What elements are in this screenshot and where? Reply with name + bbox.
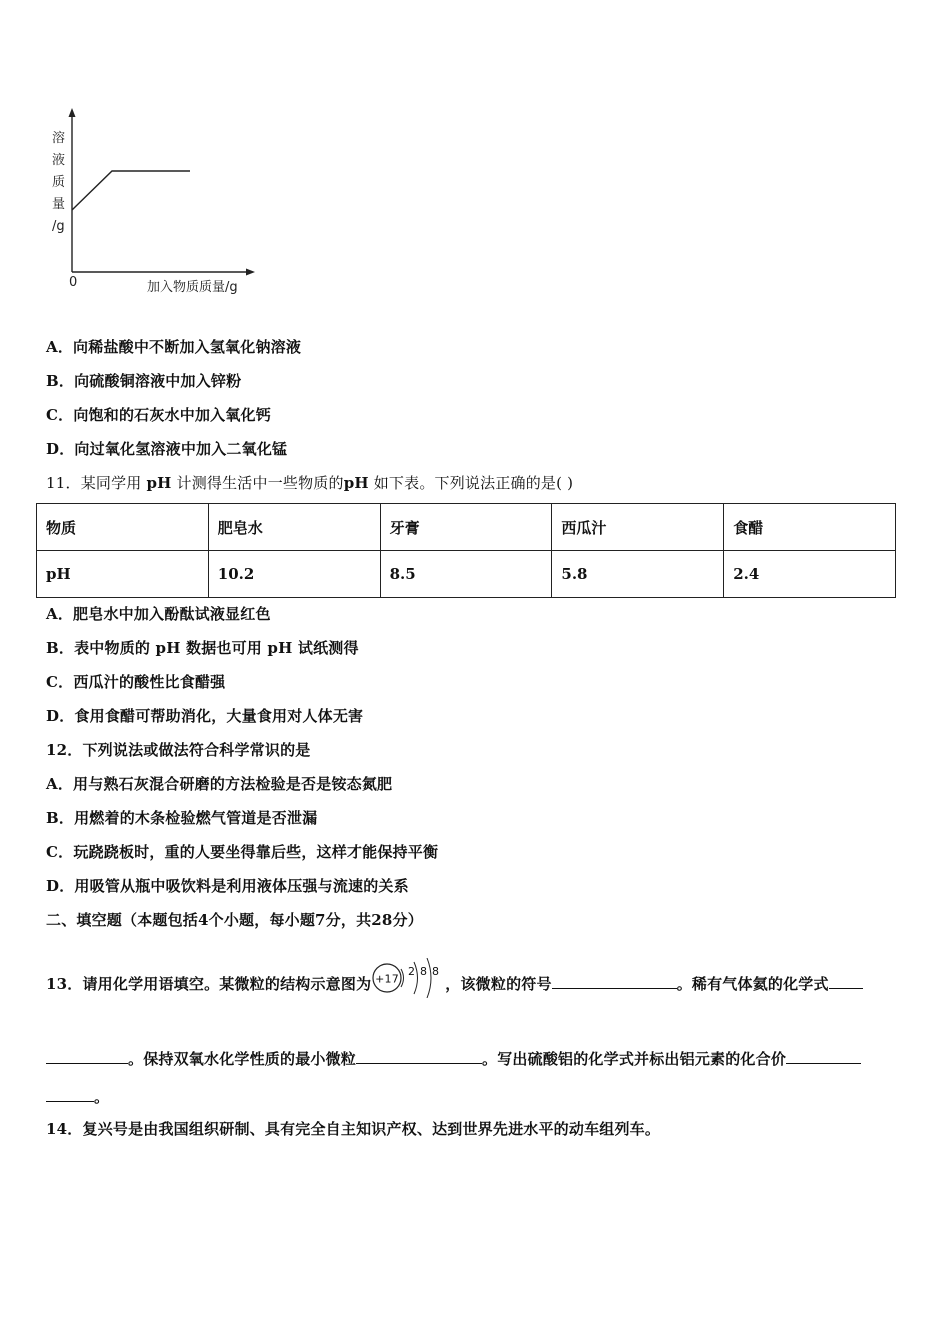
answer-blank-helium-start[interactable] bbox=[829, 974, 863, 989]
shell-3-electrons: 8 bbox=[432, 965, 440, 978]
y-label-2: 液 bbox=[52, 153, 66, 168]
q13-line-2: 。保持双氧水化学性质的最小微粒 。写出硫酸铝的化学式并标出铝元素的化合价 bbox=[46, 1048, 861, 1069]
q12-option-b: B．用燃着的木条检验燃气管道是否泄漏 bbox=[46, 809, 318, 827]
y-axis-arrow bbox=[69, 108, 76, 117]
q10-option-b: B．向硫酸铜溶液中加入锌粉 bbox=[46, 372, 242, 390]
table-cell: 2.4 bbox=[724, 551, 896, 598]
table-header-cell: 食醋 bbox=[724, 504, 896, 551]
table-header-cell: 肥皂水 bbox=[208, 504, 380, 551]
q10-option-a: A．向稀盐酸中不断加入氢氧化钠溶液 bbox=[46, 338, 302, 356]
shell-2-electrons: 8 bbox=[420, 965, 428, 978]
table-header-cell: 物质 bbox=[37, 504, 209, 551]
x-axis-arrow bbox=[246, 269, 255, 276]
q11-option-c: C．西瓜汁的酸性比食醋强 bbox=[46, 673, 226, 691]
q12-option-d: D．用吸管从瓶中吸饮料是利用液体压强与流速的关系 bbox=[46, 877, 409, 895]
answer-blank-helium-end[interactable] bbox=[46, 1049, 128, 1064]
answer-blank-symbol[interactable] bbox=[552, 974, 677, 989]
q11-option-b: B．表中物质的 pH 数据也可用 pH 试纸测得 bbox=[46, 639, 359, 657]
answer-blank-aluminum-sulfate-end[interactable] bbox=[46, 1087, 94, 1102]
mass-graph-svg bbox=[40, 100, 270, 300]
table-cell: pH bbox=[37, 551, 209, 598]
origin-label: 0 bbox=[69, 275, 78, 290]
table-cell: 10.2 bbox=[208, 551, 380, 598]
mass-graph bbox=[40, 100, 270, 300]
q11-question: 11．某同学用 pH 计测得生活中一些物质的pH 如下表。下列说法正确的是( ) bbox=[46, 474, 574, 492]
q13-line-1: 13．请用化学用语填空。某微粒的结构示意图为 +17 2 8 8 ，该微粒的符号 。稀有气体氦的化学式 bbox=[46, 972, 863, 998]
table-row bbox=[37, 551, 896, 598]
x-axis-label: 加入物质质量/g bbox=[147, 280, 238, 295]
y-label-1: 溶 bbox=[52, 131, 66, 146]
table-header-cell: 牙膏 bbox=[380, 504, 552, 551]
y-label-4: 量 bbox=[52, 197, 66, 212]
q10-option-c: C．向饱和的石灰水中加入氧化钙 bbox=[46, 406, 271, 424]
atom-structure-diagram bbox=[371, 958, 443, 998]
shell-1-electrons: 2 bbox=[408, 965, 416, 978]
answer-blank-hydrogen-peroxide[interactable] bbox=[356, 1049, 482, 1064]
q10-option-d: D．向过氧化氢溶液中加入二氧化锰 bbox=[46, 440, 288, 458]
mass-curve bbox=[72, 171, 190, 210]
section-title: 二、填空题（本题包括4个小题，每小题7分，共28分） bbox=[46, 911, 423, 929]
table-row bbox=[37, 504, 896, 551]
q12-option-c: C．玩跷跷板时，重的人要坐得靠后些，这样才能保持平衡 bbox=[46, 843, 439, 861]
table-cell: 5.8 bbox=[552, 551, 724, 598]
nucleus-charge: +17 bbox=[375, 972, 400, 986]
y-label-3: 质 bbox=[52, 175, 66, 190]
q12-question: 12．下列说法或做法符合科学常识的是 bbox=[46, 741, 311, 759]
q12-option-a: A．用与熟石灰混合研磨的方法检验是否是铵态氮肥 bbox=[46, 775, 393, 793]
q14-question: 14．复兴号是由我国组织研制、具有完全自主知识产权、达到世界先进水平的动车组列车。 bbox=[46, 1120, 661, 1138]
table-header-cell: 西瓜汁 bbox=[552, 504, 724, 551]
q11-option-d: D．食用食醋可帮助消化，大量食用对人体无害 bbox=[46, 707, 364, 725]
ph-table bbox=[36, 503, 896, 598]
answer-blank-aluminum-sulfate-start[interactable] bbox=[786, 1049, 861, 1064]
table-cell: 8.5 bbox=[380, 551, 552, 598]
q13-line-3: 。 bbox=[46, 1086, 109, 1107]
q11-option-a: A．肥皂水中加入酚酞试液显红色 bbox=[46, 605, 271, 623]
y-label-5: /g bbox=[52, 219, 65, 234]
